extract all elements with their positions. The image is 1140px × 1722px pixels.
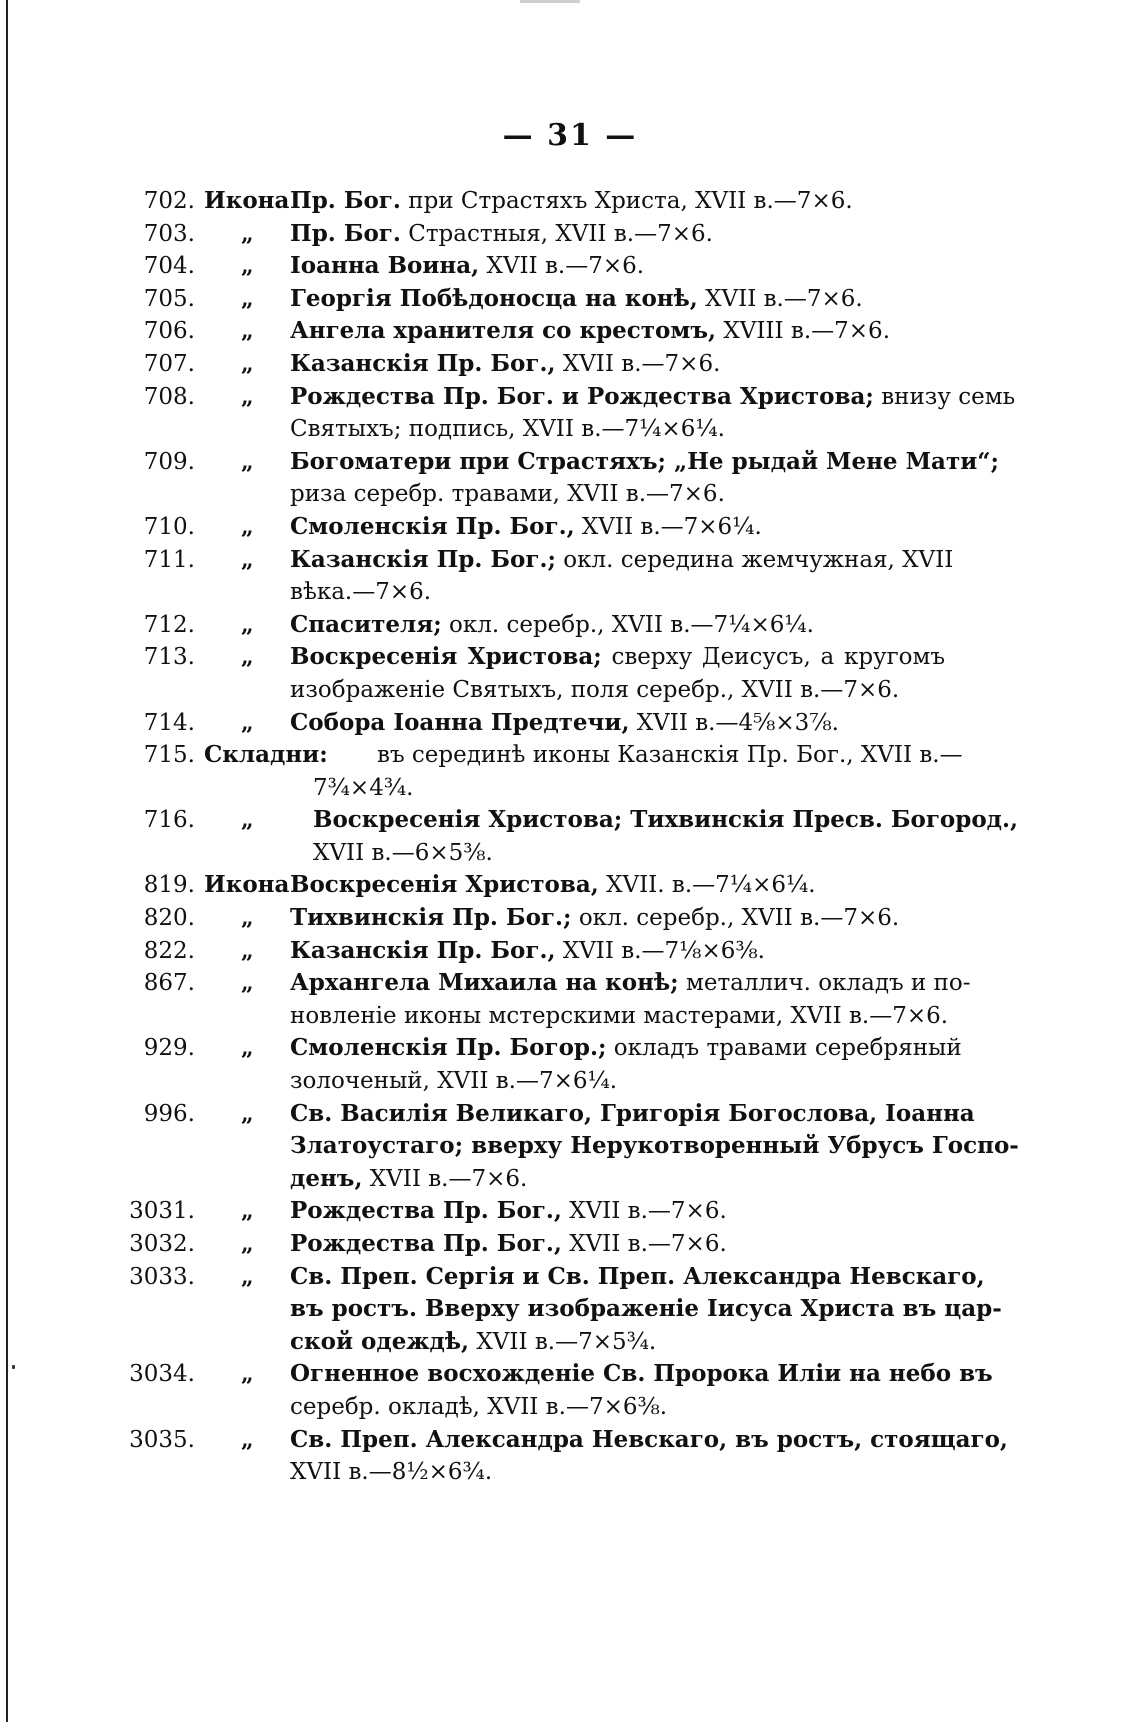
ditto-mark: „ xyxy=(241,709,254,736)
entry-line xyxy=(0,1358,1140,1391)
entry-title: Казанскія Пр. Бог., xyxy=(290,349,556,377)
entry-text xyxy=(290,1261,985,1293)
catalog-entry xyxy=(0,250,1140,283)
entry-details: окл. серебр., XVII в.—7¼×6¼. xyxy=(441,611,814,638)
entry-details: XVII в.—6×5⅜. xyxy=(313,839,493,866)
entry-kind: Икона xyxy=(204,871,290,899)
entry-text xyxy=(290,1326,656,1358)
ditto-mark: „ xyxy=(241,1100,254,1127)
entry-details: серебр. окладѣ, XVII в.—7×6⅜. xyxy=(290,1393,668,1420)
entry-details: XVII в.—7×5¾. xyxy=(469,1328,657,1355)
entry-line xyxy=(0,707,1140,740)
entry-line xyxy=(0,837,1140,870)
ditto-mark: „ xyxy=(241,253,254,280)
entry-line xyxy=(0,478,1140,511)
entry-details: Страстныя, XVII в.—7×6. xyxy=(400,220,713,247)
entry-line xyxy=(0,446,1140,479)
entry-text xyxy=(313,804,1018,836)
entry-text xyxy=(290,250,644,282)
entry-details: XVII. в.—7¼×6¼. xyxy=(598,872,816,899)
entry-number: 708. xyxy=(143,383,195,410)
entry-kind: Икона xyxy=(204,187,290,214)
catalog-entry xyxy=(0,1261,1140,1359)
ditto-mark: „ xyxy=(241,1231,254,1257)
entry-line xyxy=(0,1391,1140,1424)
catalog-entry xyxy=(0,381,1140,446)
catalog-entry xyxy=(0,185,1140,218)
entry-line xyxy=(0,1456,1140,1489)
entry-text xyxy=(290,185,853,217)
catalog-entry xyxy=(0,609,1140,642)
entry-title: Воскресенія Христова; xyxy=(290,643,602,671)
ditto-mark: „ xyxy=(241,644,254,671)
entry-number: 3032. xyxy=(129,1231,195,1257)
ditto-mark: „ xyxy=(241,318,254,345)
catalog-entry xyxy=(0,218,1140,251)
entry-text xyxy=(290,478,725,510)
entry-details: изображеніе Святыхъ, поля серебр., XVII в.—7×6. xyxy=(290,676,900,703)
ditto-mark: „ xyxy=(241,513,254,540)
entry-line xyxy=(0,869,1140,902)
entry-title: Огненное восхожденіе Св. Пророка Иліи на небо въ xyxy=(290,1360,993,1388)
ditto-mark: „ xyxy=(241,1035,254,1062)
ditto-mark: „ xyxy=(241,807,254,834)
entry-details: XVII в.—7×6¼. xyxy=(574,513,762,540)
entry-title: въ ростъ. Вверху изображеніе Іисуса Христа въ цар- xyxy=(290,1295,1002,1323)
ditto-mark: „ xyxy=(241,611,254,638)
entry-details: окл. середина жемчужная, XVII xyxy=(556,546,954,573)
catalog-entry xyxy=(0,1032,1140,1097)
entry-line xyxy=(0,1261,1140,1294)
ditto-mark: „ xyxy=(241,220,254,247)
entry-details: внизу семь xyxy=(873,383,1016,410)
entry-title: Іоанна Воина, xyxy=(290,252,480,280)
entry-number: 715. xyxy=(143,742,195,769)
entry-text xyxy=(290,511,762,543)
entry-number: 702. xyxy=(143,188,195,214)
catalog-entry xyxy=(0,641,1140,706)
entry-text xyxy=(290,446,999,478)
entry-number: 3034. xyxy=(129,1361,195,1388)
entry-line xyxy=(0,315,1140,348)
entry-text xyxy=(290,1195,727,1227)
ditto-mark: „ xyxy=(241,285,254,312)
catalog-entry xyxy=(0,707,1140,740)
entry-line xyxy=(0,185,1140,218)
entry-line xyxy=(0,674,1140,707)
scan-mark xyxy=(520,0,580,3)
entry-details: 7¾×4¾. xyxy=(313,774,414,801)
entry-details: при Страстяхъ Христа, XVII в.—7×6. xyxy=(400,188,853,214)
entry-text xyxy=(290,283,863,315)
catalog-entry xyxy=(0,804,1140,869)
entry-title: Воскресенія Христова; Тихвинскія Пресв. Богород., xyxy=(313,806,1019,834)
ditto-mark: „ xyxy=(241,1198,254,1225)
entry-number: 712. xyxy=(143,611,195,638)
entry-number: 711. xyxy=(143,546,195,573)
entry-details: новленіе иконы мстерскими мастерами, XVII в.—7×6. xyxy=(290,1002,949,1029)
ditto-mark: „ xyxy=(241,546,254,573)
entry-line xyxy=(0,1032,1140,1065)
entry-line xyxy=(0,250,1140,283)
catalog-entry xyxy=(0,446,1140,511)
entry-details: XVII в.—7⅛×6⅜. xyxy=(555,937,765,964)
entry-text xyxy=(290,609,814,641)
entry-details: XVII в.—7×6. xyxy=(555,350,721,377)
entry-details: вѣка.—7×6. xyxy=(290,579,432,606)
entry-text xyxy=(290,1358,993,1390)
entry-details: XVII в.—7×6. xyxy=(561,1198,727,1225)
entry-title: Богоматери при Страстяхъ; „Не рыдай Мене Мати“; xyxy=(290,447,999,475)
entry-text xyxy=(290,381,1015,413)
entry-text xyxy=(290,1065,617,1097)
entry-line xyxy=(0,739,1140,772)
entry-line xyxy=(0,1195,1140,1228)
entry-number: 705. xyxy=(143,285,195,312)
catalog-entry xyxy=(0,1195,1140,1228)
entry-title: Собора Іоанна Предтечи, xyxy=(290,708,630,736)
entry-text xyxy=(290,1293,1002,1325)
entry-number: 867. xyxy=(143,970,195,997)
entry-line xyxy=(0,348,1140,381)
ditto-mark: „ xyxy=(241,448,254,475)
entry-text xyxy=(290,935,765,967)
entry-text xyxy=(290,1163,527,1195)
entry-title: Казанскія Пр. Бог., xyxy=(290,936,556,964)
entry-title: Рождества Пр. Бог., xyxy=(290,1230,562,1257)
entry-text xyxy=(290,869,816,901)
entry-number: 714. xyxy=(143,709,195,736)
catalog-entry xyxy=(0,739,1140,804)
entry-text xyxy=(313,772,413,804)
entry-number: 996. xyxy=(143,1100,195,1127)
entry-text xyxy=(290,413,725,445)
entry-line xyxy=(0,1228,1140,1261)
entry-text xyxy=(290,902,899,934)
entry-text xyxy=(290,315,890,347)
catalog-entries xyxy=(0,185,1140,1489)
entry-line xyxy=(0,967,1140,1000)
entry-text xyxy=(290,576,431,608)
entry-title: денъ, xyxy=(290,1164,363,1192)
entry-text xyxy=(290,348,720,380)
entry-line xyxy=(0,804,1140,837)
catalog-entry xyxy=(0,283,1140,316)
catalog-entry xyxy=(0,967,1140,1032)
entry-line xyxy=(0,1293,1140,1326)
entry-details: XVIII в.—7×6. xyxy=(716,318,891,345)
entry-title: Пр. Бог. xyxy=(290,187,401,214)
ditto-mark: „ xyxy=(241,383,254,410)
entry-text xyxy=(290,1391,667,1423)
entry-details: риза серебр. травами, XVII в.—7×6. xyxy=(290,481,725,508)
entry-title: Архангела Михаила на конѣ; xyxy=(290,969,679,997)
ditto-mark: „ xyxy=(241,1361,254,1388)
entry-number: 707. xyxy=(143,350,195,377)
entry-number: 710. xyxy=(143,513,195,540)
ditto-mark: „ xyxy=(241,905,254,932)
entry-number: 703. xyxy=(143,220,195,247)
catalog-entry xyxy=(0,869,1140,902)
entry-line xyxy=(0,1098,1140,1131)
catalog-entry xyxy=(0,511,1140,544)
entry-title: ской одеждѣ, xyxy=(290,1327,470,1355)
entry-details: сверху Деисусъ, а кругомъ xyxy=(601,644,945,671)
entry-line xyxy=(0,1424,1140,1457)
entry-line xyxy=(0,1065,1140,1098)
page-number: — 31 — xyxy=(502,118,638,153)
entry-number: 704. xyxy=(143,253,195,280)
entry-line xyxy=(0,1326,1140,1359)
entry-details: окл. серебр., XVII в.—7×6. xyxy=(571,905,900,932)
catalog-entry xyxy=(0,544,1140,609)
entry-title: Спасителя; xyxy=(290,610,442,638)
entry-text xyxy=(290,674,899,706)
entry-text xyxy=(290,967,971,999)
entry-title: Златоустаго; вверху Нерукотворенный Убрусъ Госпо- xyxy=(290,1132,1019,1160)
entry-title: Пр. Бог. xyxy=(290,219,401,247)
ditto-mark: „ xyxy=(241,970,254,997)
entry-title: Рождества Пр. Бог., xyxy=(290,1197,562,1225)
entry-details: металлич. окладъ и по- xyxy=(678,970,971,997)
entry-title: Св. Василія Великаго, Григорія Богослова, Іоанна xyxy=(290,1099,975,1127)
entry-details: XVII в.—4⅝×3⅞. xyxy=(629,709,839,736)
catalog-entry xyxy=(0,902,1140,935)
entry-title: Георгія Побѣдоносца на конѣ, xyxy=(290,284,698,312)
entry-title: Смоленскія Пр. Богор.; xyxy=(290,1034,607,1062)
entry-text xyxy=(290,218,713,250)
entry-line xyxy=(0,283,1140,316)
entry-line xyxy=(0,641,1140,674)
entry-details: XVII в.—7×6. xyxy=(561,1231,727,1257)
entry-text xyxy=(290,1032,962,1064)
entry-number: 713. xyxy=(143,644,195,671)
entry-text xyxy=(290,641,945,673)
entry-line xyxy=(0,544,1140,577)
ditto-mark: „ xyxy=(241,1426,254,1453)
catalog-entry xyxy=(0,1424,1140,1489)
entry-number: 929. xyxy=(143,1035,195,1062)
entry-text xyxy=(290,707,839,739)
catalog-entry xyxy=(0,935,1140,968)
entry-text xyxy=(290,1228,727,1260)
entry-text xyxy=(290,1456,492,1488)
entry-title: Св. Преп. Сергія и Св. Преп. Александра Невскаго, xyxy=(290,1262,985,1290)
ditto-mark: „ xyxy=(241,1263,254,1290)
entry-line xyxy=(0,218,1140,251)
entry-details: XVII в.—8½×6¾. xyxy=(290,1459,493,1486)
entry-line xyxy=(0,576,1140,609)
entry-line xyxy=(0,1130,1140,1163)
entry-kind: Складни: xyxy=(204,741,328,769)
entry-details: Святыхъ; подпись, XVII в.—7¼×6¼. xyxy=(290,416,725,443)
entry-number: 3031. xyxy=(129,1198,195,1225)
entry-title: Воскресенія Христова, xyxy=(290,871,599,899)
entry-text xyxy=(290,1098,975,1130)
entry-line xyxy=(0,902,1140,935)
entry-number: 819. xyxy=(143,872,195,899)
entry-details: въ серединѣ иконы Казанскія Пр. Бог., XVII в.— xyxy=(377,742,963,769)
entry-details: XVII в.—7×6. xyxy=(697,285,863,312)
entry-line xyxy=(0,1000,1140,1033)
entry-title: Смоленскія Пр. Бог., xyxy=(290,512,575,540)
entry-text xyxy=(290,1424,1008,1456)
ditto-mark: „ xyxy=(241,350,254,377)
entry-number: 706. xyxy=(143,318,195,345)
entry-text xyxy=(290,544,953,576)
entry-title: Ангела хранителя со крестомъ, xyxy=(290,317,717,345)
entry-line xyxy=(0,1163,1140,1196)
entry-title: Рождества Пр. Бог. и Рождества Христова; xyxy=(290,382,874,410)
entry-number: 3035. xyxy=(129,1426,195,1453)
catalog-entry xyxy=(0,1358,1140,1423)
entry-line xyxy=(0,772,1140,805)
entry-number: 709. xyxy=(143,448,195,475)
entry-line xyxy=(0,413,1140,446)
entry-number: 820. xyxy=(143,905,195,932)
entry-number: 822. xyxy=(143,937,195,964)
entry-text xyxy=(290,1130,1019,1162)
catalog-entry xyxy=(0,348,1140,381)
entry-details: окладъ травами серебряный xyxy=(606,1035,962,1062)
entry-text xyxy=(377,739,963,771)
entry-line xyxy=(0,935,1140,968)
catalog-entry xyxy=(0,1228,1140,1261)
entry-title: Тихвинскія Пр. Бог.; xyxy=(290,904,572,932)
entry-details: золоченый, XVII в.—7×6¼. xyxy=(290,1068,618,1095)
entry-number: 3033. xyxy=(129,1263,195,1290)
entry-line xyxy=(0,609,1140,642)
catalog-entry xyxy=(0,1098,1140,1196)
entry-line xyxy=(0,511,1140,544)
entry-line xyxy=(0,381,1140,414)
entry-details: XVII в.—7×6. xyxy=(362,1165,528,1192)
entry-title: Св. Преп. Александра Невскаго, въ ростъ, стоящаго, xyxy=(290,1425,1008,1453)
catalog-entry xyxy=(0,315,1140,348)
entry-number: 716. xyxy=(143,807,195,834)
ditto-mark: „ xyxy=(241,937,254,964)
entry-text xyxy=(313,837,493,869)
entry-text xyxy=(290,1000,948,1032)
entry-title: Казанскія Пр. Бог.; xyxy=(290,545,556,573)
entry-details: XVII в.—7×6. xyxy=(479,253,645,280)
